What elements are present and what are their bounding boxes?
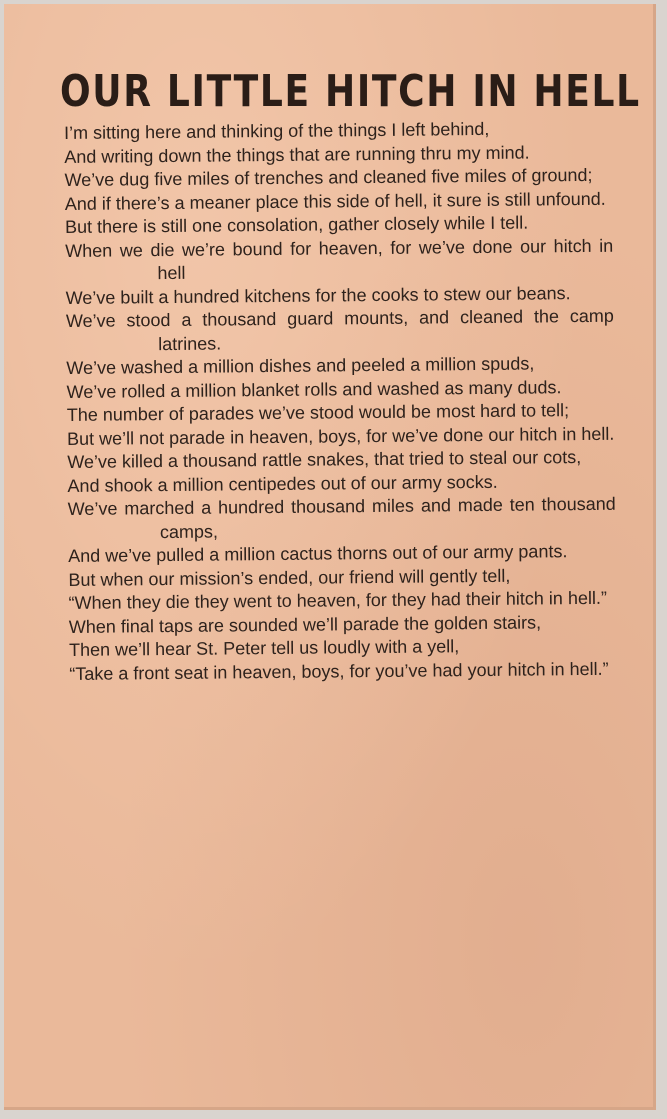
poem-line: We’ve rolled a million blanket rolls and washed as many duds. [66,376,562,402]
poem-line: “When they die they went to heaven, for they had their hitch in hell.” [68,587,608,613]
poem-line: We’ve built a hundred kitchens for the cooks to stew our beans. [65,282,571,308]
poem-line: We’ve stood a thousand guard mounts, and cleaned the camp latrines. [65,305,614,354]
poem-line: But there is still one consolation, gather closely while I tell. [64,212,529,237]
poem-line: When final taps are sounded we’ll parade the golden stairs, [68,611,542,637]
poem-line: We’ve marched a hundred thousand miles and made ten thousand camps, [67,493,616,542]
poem-line: And writing down the things that are running thru my mind. [64,142,530,167]
poem-line: I’m sitting here and thinking of the things I left behind, [64,118,490,143]
poem-line: We’ve killed a thousand rattle snakes, that tried to steal our cots, [67,447,582,472]
poem-line: We’ve dug five miles of trenches and cleaned five miles of ground; [64,164,593,190]
poem-line: “Take a front seat in heaven, boys, for you’ve had your hitch in hell.” [69,658,609,684]
poem-line: And shook a million centipedes out of our army socks. [67,471,498,496]
poem-line: And if there’s a meaner place this side of hell, it sure is still unfound. [64,188,606,214]
poem-line: But when our mission’s ended, our friend will gently tell, [68,565,511,590]
poem-body [64,117,617,686]
postcard [4,4,656,1110]
poem-line: But we’ll not parade in heaven, boys, for we’ve done our hitch in hell. [66,423,615,449]
poem-line: The number of parades we’ve stood would be most hard to tell; [66,400,570,425]
poem-line: And we’ve pulled a million cactus thorns out of our army pants. [68,541,568,566]
poem-line: When we die we’re bound for heaven, for we’ve done our hitch in hell [65,235,614,284]
poem-line: Then we’ll hear St. Peter tell us loudly with a yell, [68,636,460,660]
poem-title: OUR LITTLE HITCH IN HELL [60,66,641,117]
poem-line: We’ve washed a million dishes and peeled a million spuds, [66,353,535,378]
